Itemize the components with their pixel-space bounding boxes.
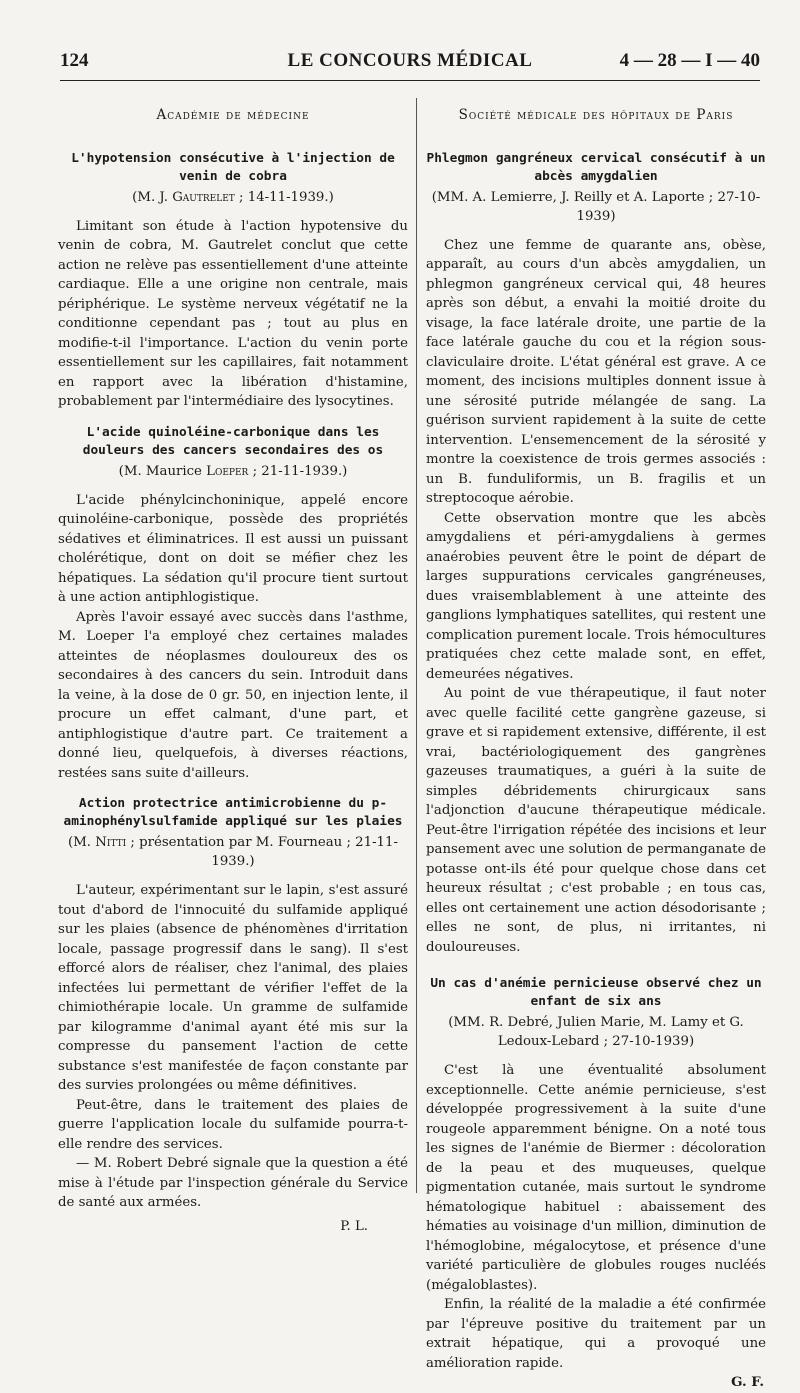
signature: G. F. xyxy=(731,1375,764,1390)
article-title: Action protectrice antimicrobienne du p-aminophénylsulfamide appliqué sur les plaies xyxy=(63,796,403,829)
article xyxy=(58,424,408,784)
paragraph: L'auteur, expérimentant sur le lapin, s'est assuré tout d'abord de l'innocuité du sulfamide appliqué sur les plaies (absence de phénomènes d'irritation locale, passage progressif dans le sang). Il s'est efforcé alors de réaliser, chez l'animal, des plaies infectées lui permettant de vérifier l'effet de la chimiothérapie locale. Un gramme de sulfamide par kilogramme d'animal ayant été mis sur la compresse du pansement l'action de cette substance s'est manifestée de façon constante par des survies prolongées ou même définitives. xyxy=(58,883,408,1093)
paragraph: Limitant son étude à l'action hypotensive du venin de cobra, M. Gautrelet conclut que cette action ne relève pas essentiellement d'une atteinte cardiaque. Elle a une origine non centrale, mais périphérique. Le système nerveux végétatif ne la conditionne cependant pas ; tout au plus en modifie-t-il l'importance. L'action du venin porte essentiellement sur les capillaires, fait notamment en rapport avec la libération d'histamine, probablement par l'intermédiaire des lysocytines. xyxy=(58,218,408,409)
paragraph: C'est là une éventualité absolument exceptionnelle. Cette anémie pernicieuse, s'est développée progressivement à la suite d'une rougeole apparemment bénigne. On a noté tous les signes de l'anémie de Biermer : décoloration de la peau et des muqueuses, quelque pigmentation cutanée, mais surtout le syndrome hématologique habituel : abaissement des hématies au voisinage d'un million, diminution de l'hémoglobine, mégalocytose, et présence d'une variété particulière de globules rouges nucléés (mégaloblastes). xyxy=(426,1063,766,1293)
article-authors xyxy=(58,188,408,207)
paragraph: Peut-être, dans le traitement des plaies de guerre l'application locale du sulfamide pourra-t-elle rendre des services. xyxy=(58,1097,408,1152)
running-header xyxy=(60,50,760,80)
article-title: L'hypotension consécutive à l'injection de venin de cobra xyxy=(71,150,395,184)
header-rule xyxy=(60,80,760,81)
right-column xyxy=(426,106,766,1393)
article-title: Phlegmon gangréneux cervical consécutif à un abcès amygdalien xyxy=(426,150,766,184)
author-name: Nitti xyxy=(95,835,127,850)
authors-prefix: (M. xyxy=(68,835,96,850)
article xyxy=(426,975,766,1393)
article xyxy=(426,150,766,958)
paragraph: — M. Robert Debré signale que la question a été mise à l'étude par l'inspection générale du Service de santé aux armées. xyxy=(58,1156,408,1210)
article-authors: (MM. A. Lemierre, J. Reilly et A. Laporte ; 27-10-1939) xyxy=(431,189,761,224)
column-divider xyxy=(416,98,417,1193)
signature: P. L. xyxy=(340,1218,368,1234)
left-column xyxy=(58,106,408,1236)
paragraph: Cette observation montre que les abcès amygdaliens et péri-amygdaliens à germes anaérobies peuvent être le point de départ de larges suppurations cervicales gangréneuses, dues vraisemblablement à une atteinte des ganglions lymphatiques satellites, qui restent une complication purement locale. Trois hémocultures pratiquées chez cette malade sont, en effet, demeurées négatives. xyxy=(426,510,766,682)
article-authors xyxy=(58,462,408,481)
issue-date: 4 — 28 — I — 40 xyxy=(619,50,760,71)
article-title: Un cas d'anémie pernicieuse observé chez un enfant de six ans xyxy=(430,976,762,1009)
paragraph: Enfin, la réalité de la maladie a été confirmée par l'épreuve positive du traitement par un extrait hépatique, qui a provoqué une amélioration rapide. xyxy=(426,1297,766,1371)
society-heading: Académie de médecine xyxy=(156,107,310,123)
paragraph: Au point de vue thérapeutique, il faut noter avec quelle facilité cette gangrène gazeuse, si grave et si rapidement extensive, différente, il est vrai, bactériologiquement des gangrènes gazeuses traumatiques, a guéri à la suite de simples débridements chirurgicaux sans l'adjonction d'aucune thérapeutique médicale. Peut-être l'irrigation répétée des incisions et leur pansement avec une solution de permanganate de potasse ont-ils été pour quelque chose dans cet heureux résultat ; c'est probable ; en tous cas, elles ont certainement une action désodorisante ; elles ne sont, de plus, ni irritantes, ni douloureuses. xyxy=(426,686,766,955)
society-heading: Société médicale des hôpitaux de Paris xyxy=(458,107,734,123)
article xyxy=(58,795,408,1236)
authors-prefix: (M. Maurice xyxy=(118,463,207,479)
journal-title: LE CONCOURS MÉDICAL xyxy=(287,50,533,71)
paragraph: Chez une femme de quarante ans, obèse, apparaît, au cours d'un abcès amygdalien, un phlegmon gangréneux cervical qui, 48 heures après son début, a envahi la moitié droite du visage, la face latérale droite, une partie de la face latérale gauche du cou et la région sous-claviculaire droite. L'état général est grave. A ce moment, des incisions multiples donnent issue à une sérosité putride mélangée de sang. La guérison survient rapidement à la suite de cette intervention. L'ensemencement de la sérosité y montre la coexistence de trois germes associés : un B. funduliformis, un B. fragilis et un streptocoque aérobie. xyxy=(426,237,766,506)
authors-suffix: ; présentation par M. Fourneau ; 21-11-1939.) xyxy=(126,835,398,869)
authors-prefix: (M. J. xyxy=(132,189,173,205)
article xyxy=(58,150,408,412)
article-title: L'acide quinoléine-carbonique dans les douleurs des cancers secondaires des os xyxy=(82,424,384,458)
authors-suffix: ; 14-11-1939.) xyxy=(234,189,334,205)
article-authors xyxy=(58,833,408,871)
page-number: 124 xyxy=(60,50,89,71)
article-authors: (MM. R. Debré, Julien Marie, M. Lamy et G. Ledoux-Lebard ; 27-10-1939) xyxy=(448,1015,744,1049)
author-name: Gautrelet xyxy=(172,189,235,205)
author-name: Loeper xyxy=(206,463,249,479)
paragraph: L'acide phénylcinchoninique, appelé encore quinoléine-carbonique, possède des propriétés sédatives et éliminatrices. Il est aussi un puissant cholérétique, dont on doit se méfier chez les hépatiques. La sédation qu'il procure tient surtout à une action antiphlogistique. xyxy=(58,492,408,605)
paragraph: Après l'avoir essayé avec succès dans l'asthme, M. Loeper l'a employé chez certaines malades atteintes de néoplasmes douloureux des os secondaires à des cancers du sein. Introduit dans la veine, à la dose de 0 gr. 50, en injection lente, il procure un effet calmant, d'une part, et antiphlogistique d'autre part. Ce traitement a donné lieu, quelquefois, à diverses réactions, restées sans suite d'ailleurs. xyxy=(58,609,408,781)
authors-suffix: ; 21-11-1939.) xyxy=(248,463,348,479)
